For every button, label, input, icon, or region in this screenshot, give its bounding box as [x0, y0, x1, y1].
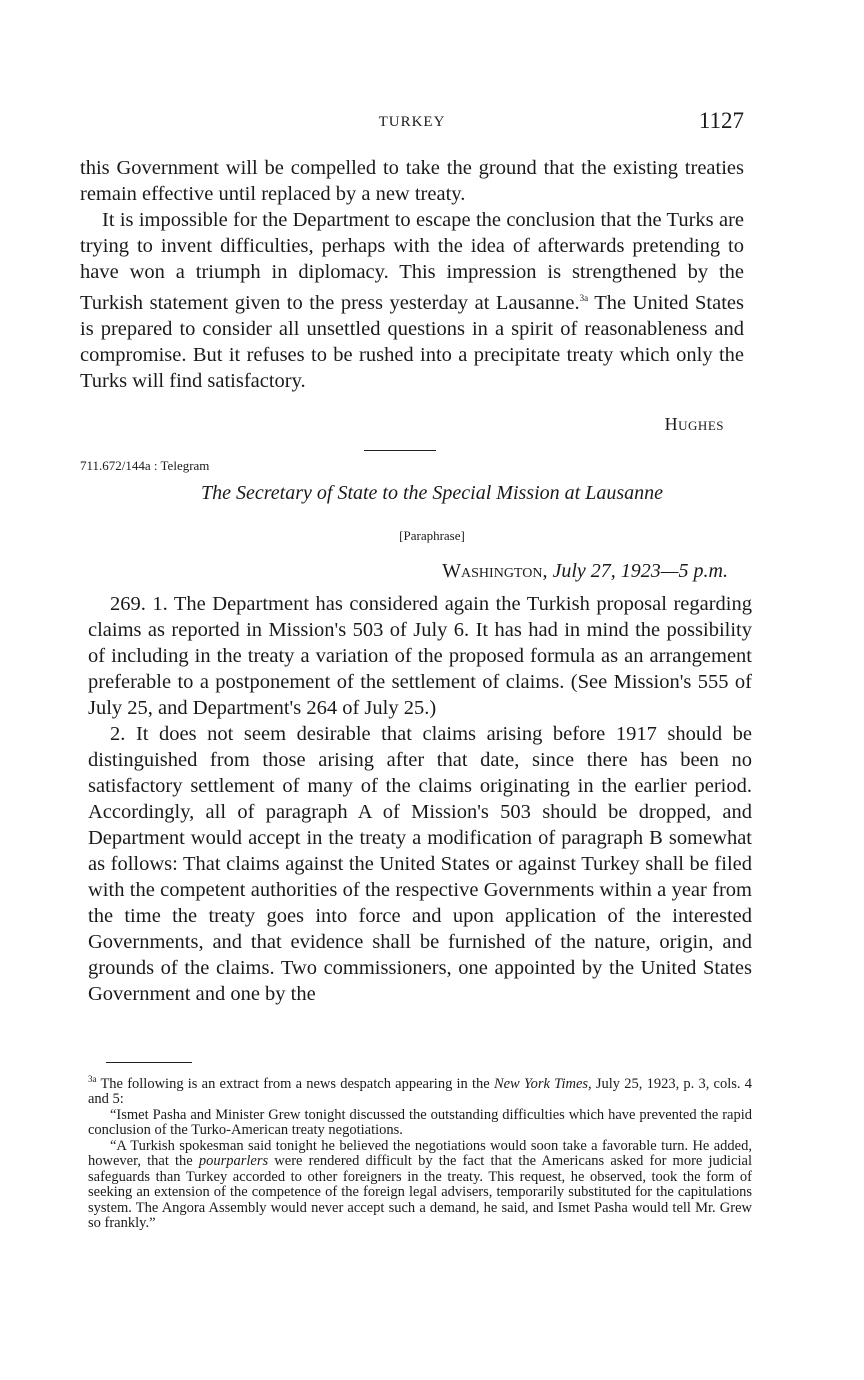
paragraph-text-after-note: The United States is prepared to consider all unsettled questions in a spirit of reasonableness and compromise. But it refuses to be rushed into a precipitate treaty which only the Turks will find satisfactory. — [80, 291, 744, 392]
publication-name: New York Times — [493, 1075, 589, 1092]
quote-2-before: “A Turkish spokesman said tonight he believed the negotiations would soon take a favorable turn. He added, however, that the — [88, 1137, 752, 1170]
paragraph-turks-difficulties — [80, 207, 744, 394]
continued-paragraph-text: this Government will be compelled to take the ground that the existing treaties remain effective until replaced by a new treaty. — [80, 157, 744, 205]
paraphrase-label: [Paraphrase] — [399, 528, 465, 543]
footnote-intro-before: The following is an extract from a news despatch appearing in the — [96, 1075, 494, 1092]
quote-2-after: were rendered difficult by the fact that the Americans asked for more judicial safeguards than Turkey accorded to other foreigners in the treaty. This request, he observed, took the form of seeking an extension of the competence of the foreign legal advisers, temporarily substituted for the capitulations system. The Angora Assembly would never accept such a demand, he said, and Ismet Pasha would tell Mr. Grew so frankly.” — [88, 1153, 752, 1232]
footnote-3a — [88, 1072, 752, 1108]
page-number: 1127 — [698, 108, 744, 133]
file-reference: 711.672/144a : Telegram — [80, 458, 210, 473]
footnote-mark: 3a — [88, 1074, 97, 1084]
footnote-quote-1: “Ismet Pasha and Minister Grew tonight discussed the outstanding difficulties which have prevented the rapid conclusion of the Turko-American treaty negotiations. — [88, 1106, 752, 1139]
continued-paragraph — [80, 155, 744, 207]
dateline — [442, 560, 728, 583]
paragraph-269-2: 2. It does not seem desirable that claims arising before 1917 should be distinguished from those arising after that date, since there has been no satisfactory settlement of many of the claims originating in the earlier period. Accordingly, all of paragraph A of Mission's 503 should be dropped, and Department would accept in the treaty a modification of paragraph B somewhat as follows: That claims against the United States or against Turkey shall be filed with the competent authorities of the respective Governments within a year from the time the treaty goes into force and upon application of the interested Governments, and that evidence shall be furnished of the nature, origin, and grounds of the claims. Two commissioners, one appointed by the United States Government and one by the — [88, 723, 752, 1005]
footnote-rule — [106, 1062, 192, 1063]
footnote-quote-2 — [88, 1139, 752, 1232]
telegram-269-text — [88, 591, 752, 1007]
dateline-date: July 27, 1923—5 p.m. — [552, 560, 728, 582]
quote-2-term: pourparlers — [198, 1153, 269, 1170]
footnote-intro-after: , July 25, 1923, p. 3, cols. 4 and 5: — [88, 1075, 752, 1108]
document-divider — [364, 450, 436, 451]
telegram-hughes-text — [80, 155, 744, 394]
footnotes — [88, 1072, 752, 1232]
paragraph-text-before-note: It is impossible for the Department to escape the conclusion that the Turks are trying to invent difficulties, perhaps with the idea of afterwards pretending to have won a triumph in diplomacy. This impression is strengthened by the Turkish statement given to the press yesterday at Lausanne. — [80, 209, 744, 314]
document-heading: The Secretary of State to the Special Mission at Lausanne — [201, 482, 663, 504]
running-title: TURKEY — [378, 114, 446, 130]
running-head — [80, 108, 744, 144]
footnote-reference[interactable]: 3a — [579, 293, 589, 303]
signature-hughes: Hughes — [664, 414, 724, 434]
paragraph-269-1: 269. 1. The Department has considered again the Turkish proposal regarding claims as reported in Mission's 503 of July 6. It has had in mind the possibility of including in the treaty a variation of the proposed formula as an arrangement preferable to a postponement of the settlement of claims. (See Mission's 555 of July 25, and Department's 264 of July 25.) — [88, 593, 752, 719]
dateline-place: Washington, — [442, 560, 548, 582]
